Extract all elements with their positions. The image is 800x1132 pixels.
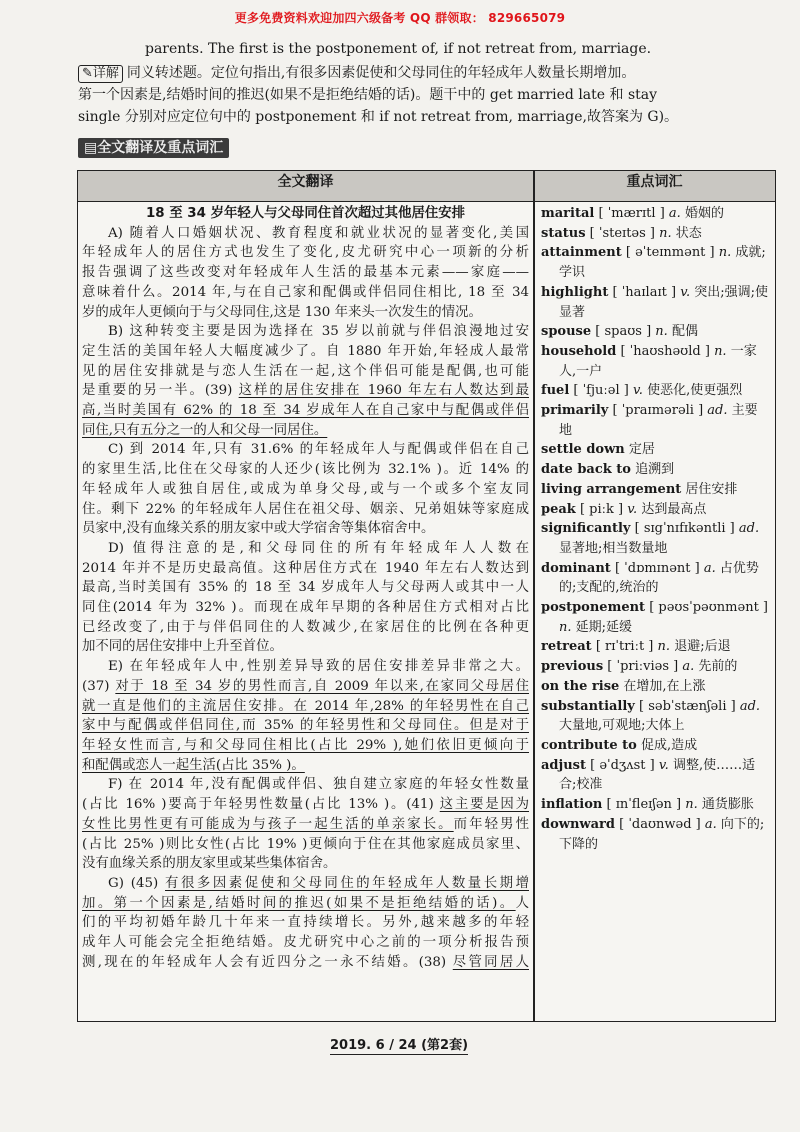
vocab-entry (541, 283, 769, 322)
text-line (82, 480, 529, 500)
text-line (82, 224, 529, 244)
header-vocabulary: 重点词汇 (626, 174, 683, 190)
vocab-phonetic: [ əˈteɪnmənt ] (625, 245, 715, 261)
vocab-meaning: 通货膨胀 (701, 797, 754, 813)
vocab-entry (541, 440, 769, 460)
text-segment: (37) (82, 678, 116, 694)
vocab-entry (541, 559, 769, 598)
translation-paragraph (82, 874, 529, 973)
underlined-text: 这主要是因为 (439, 797, 529, 813)
vocab-meaning: 居住安排 (685, 481, 738, 497)
vocab-part-of-speech: n. (685, 797, 698, 813)
vocab-word: significantly (541, 521, 631, 537)
vocab-word: on the rise (541, 678, 620, 694)
text-segment: 最高,当时美国有 35% 的 18 至 34 岁成年人与父母两人或其中一人 (82, 580, 529, 596)
vocab-phonetic: [ ˈmærɪtl ] (598, 206, 665, 221)
vocab-part-of-speech: v. (680, 284, 691, 300)
vocab-meaning: 配偶 (671, 324, 698, 340)
text-segment: 同住(2014 年为 32% )。而现在成年早期的各种居住方式相对占比 (82, 600, 529, 616)
vocab-meaning: 状态 (675, 225, 702, 241)
text-segment: E) 在年轻成年人中,性别差异导致的居住安排差异非常之大。 (108, 659, 529, 675)
vocab-part-of-speech: n. (718, 245, 732, 261)
vocab-part-of-speech: v. (627, 501, 638, 517)
vocab-meaning: 在增加,在上涨 (623, 678, 706, 694)
underlined-text: 对于 18 至 34 岁的男性而言,自 2009 年以来,在家同父母居住 (115, 678, 529, 694)
underlined-text: 有很多因素促使和父母同住的年轻成年人数量长期增 (165, 875, 529, 891)
vocab-meaning: 婚姻的 (684, 206, 724, 221)
text-line (82, 598, 529, 618)
translation-paragraph (82, 539, 529, 657)
text-segment: 人 (515, 895, 529, 911)
text-segment: 2014 年并不是历史最高值。这种居住方式在 1940 年左右人数达到 (82, 560, 529, 576)
translation-paragraph (82, 322, 529, 440)
vocab-meaning: 使恶化,使更强烈 (647, 383, 743, 399)
vocab-word: fuel (541, 383, 570, 399)
vocab-phonetic: [ ɪnˈfleɪʃən ] (606, 797, 682, 813)
text-line (82, 578, 529, 598)
text-line (82, 913, 529, 933)
text-line (82, 421, 529, 441)
text-line (82, 697, 529, 717)
vocab-word: retreat (541, 639, 592, 655)
vocab-meaning: 成就;学识 (559, 245, 766, 281)
column-divider (533, 171, 535, 1021)
text-segment: 定生活的美国年轻人大幅度减少了。自 1880 年开始,年轻成人最常 (82, 343, 529, 359)
text-segment: 见的居住安排就是与恋人生活在一起,这个伴侣可能是配偶,也可能 (82, 363, 529, 379)
text-line (82, 263, 529, 283)
answer-explanation-tail (145, 38, 770, 60)
vocab-word: previous (541, 659, 604, 675)
vocab-meaning: 大量地,可观地;大体上 (559, 718, 685, 734)
vocab-entry (541, 460, 769, 480)
text-segment: (占比 25% )则比女性(占比 19% )更倾向于住在其他家庭成员家里、 (82, 836, 529, 852)
vocab-phonetic: [ spaʊs ] (595, 324, 652, 340)
vocab-word: date back to (541, 462, 631, 478)
vocab-meaning: 向下的;下降的 (559, 816, 765, 852)
text-line (82, 519, 529, 539)
text-segment: D) 值得注意的是,和父母同住的所有年轻成年人人数在 (108, 540, 529, 556)
vocab-part-of-speech: a. (682, 659, 695, 675)
vocab-entry (541, 697, 769, 736)
vocab-entry (541, 795, 769, 815)
text-segment: 意味着什么。2014 年,与在自己家和配偶或伴侣同住相比, 18 至 34 (82, 284, 529, 300)
vocab-phonetic: [ əˈdʒʌst ] (590, 757, 655, 773)
vocab-word: household (541, 343, 617, 359)
text-segment: 已经改变了,由于与伴侣同住的人数减少,在家居住的比例在各种更 (82, 619, 529, 635)
translation-column (82, 204, 529, 972)
vocab-meaning: 一家人,一户 (559, 343, 757, 379)
text-segment: (占比 16% )要高于年轻男性数量(占比 13% )。(41) (82, 797, 440, 813)
vocab-word: attainment (541, 245, 622, 261)
text-segment: 而年轻男性 (453, 816, 529, 832)
table-header (78, 171, 775, 202)
text-line (82, 756, 529, 776)
vocab-meaning: 显著地;相当数量地 (559, 540, 668, 556)
underlined-text: 尽管同居人 (452, 954, 529, 970)
text-line (82, 539, 529, 559)
translation-title: 18 至 34 岁年轻人与父母同住首次超过其他居住安排 (145, 206, 466, 221)
explanation-line: 第一个因素是,结婚时间的推迟(如果不是拒绝结婚的话)。题干中的 get married late 和 stay (78, 87, 658, 103)
vocab-entry (541, 480, 769, 500)
vocab-meaning: 主要地 (559, 403, 758, 438)
text-segment: 成年人可能会完全拒绝结婚。皮尤研究中心之前的一项分析报告预 (82, 935, 529, 951)
vocab-entry (541, 736, 769, 756)
text-line (82, 854, 529, 874)
text-line (82, 362, 529, 382)
vocab-word: status (541, 225, 586, 241)
explanation-line: single 分别对应定位句中的 postponement 和 if not retreat from, marriage,故答案为 G)。 (78, 109, 679, 125)
text-line (82, 618, 529, 638)
promo-banner: 更多免费资料欢迎加四六级备考 QQ 群领取： 829665079 (234, 11, 566, 25)
underlined-text: 加。第一个因素是,结婚时间的推迟(如果不是拒绝结婚的话)。 (82, 895, 516, 911)
vocab-word: adjust (541, 757, 586, 773)
text-line (82, 677, 529, 697)
vocab-part-of-speech: ad. (739, 698, 761, 714)
vocab-meaning: 退避;后退 (674, 639, 731, 655)
text-line (82, 401, 529, 421)
vocab-entry (541, 342, 769, 381)
vocab-word: settle down (541, 442, 625, 458)
text-line (82, 835, 529, 855)
vocab-word: spouse (541, 324, 592, 340)
vocab-phonetic: [ ˈhaʊshəʊld ] (620, 343, 710, 359)
underlined-text: 这样的居住安排在 1960 年左右人数达到最 (238, 383, 529, 399)
vocab-part-of-speech: ad. (738, 521, 760, 537)
vocab-entry (541, 756, 769, 795)
translation-paragraph (82, 440, 529, 539)
vocab-part-of-speech: a. (703, 560, 716, 576)
text-segment: 报告强调了这些改变对年轻成年人生活的最基本元素——家庭—— (82, 265, 529, 281)
text-line (82, 460, 529, 480)
text-segment: 岁的成年人更倾向于与父母同住,这是 130 年来头一次发生的情况。 (82, 304, 482, 320)
text-line (82, 657, 529, 677)
text-segment: C) 到 2014 年,只有 31.6% 的年轻成年人与配偶或伴侣在自己 (108, 442, 529, 458)
text-line (82, 933, 529, 953)
page-footer: 2019. 6 / 24 (第2套) (330, 1034, 468, 1055)
vocab-phonetic: [ ˈfjuːəl ] (573, 383, 629, 399)
vocab-part-of-speech: v. (632, 383, 643, 399)
vocab-meaning: 达到最高点 (641, 501, 707, 517)
passage-last-line: parents. The first is the postponement of, if not retreat from, marriage. (145, 41, 652, 57)
text-line (82, 736, 529, 756)
vocab-part-of-speech: a. (668, 206, 681, 221)
vocab-phonetic: [ sɪgˈnɪfɪkəntli ] (634, 521, 735, 537)
underlined-text: 和配偶或恋人一起生活(占比 35% )。 (82, 757, 305, 773)
text-line (82, 716, 529, 736)
vocab-word: dominant (541, 560, 611, 576)
text-line (82, 381, 529, 401)
vocab-entry (541, 224, 769, 244)
vocab-phonetic: [ ˈdaʊnwəd ] (619, 816, 701, 832)
vocab-word: marital (541, 206, 595, 221)
vocab-phonetic: [ pəʊsˈpəʊnmənt ] (649, 600, 768, 616)
translation-paragraph (82, 224, 529, 323)
vocab-entry (541, 657, 769, 677)
vocab-entry (541, 598, 769, 637)
text-line (82, 243, 529, 263)
header-translation: 全文翻译 (277, 174, 334, 190)
vocab-phonetic: [ ˈhaɪlaɪt ] (612, 284, 677, 300)
text-line (82, 303, 529, 323)
text-line (82, 637, 529, 657)
translation-paragraph (82, 775, 529, 874)
vocab-part-of-speech: n. (559, 619, 572, 635)
vocab-entry (541, 637, 769, 657)
vocab-word: contribute to (541, 737, 637, 753)
vocab-meaning: 延期;延缓 (575, 619, 633, 635)
underlined-text: 高,当时美国有 62% 的 18 至 34 岁成年人在自己家中与配偶或伴侣 (82, 403, 529, 419)
underlined-text: 年轻女性而言,与和父母同住相比(占比 29% ),她们依旧更倾向于 (82, 737, 529, 753)
vocab-part-of-speech: ad. (707, 403, 728, 419)
text-line (82, 815, 529, 835)
text-segment: 是重要的另一半。(39) (82, 383, 239, 399)
text-segment: G) (45) (108, 875, 166, 891)
text-line (82, 500, 529, 520)
vocab-meaning: 占优势的;支配的,统治的 (559, 560, 759, 596)
translation-paragraph (82, 657, 529, 775)
vocabulary-column (541, 204, 769, 854)
text-line (82, 775, 529, 795)
vocab-word: highlight (541, 284, 609, 300)
text-segment: 们的平均初婚年龄几十年来一直持续增长。另外,越来越多的年轻 (82, 915, 529, 931)
vocab-word: inflation (541, 797, 603, 813)
text-line (82, 559, 529, 579)
vocab-phonetic: [ səbˈstænʃəli ] (639, 698, 736, 714)
underlined-text: 同住,只有五分之一的人和父母一同居住。 (82, 422, 328, 438)
vocab-phonetic: [ rɪˈtriːt ] (595, 639, 654, 655)
vocab-meaning: 先前的 (698, 659, 738, 675)
text-line (82, 283, 529, 303)
text-line (82, 953, 529, 973)
text-line (82, 874, 529, 894)
text-line (82, 795, 529, 815)
vocab-meaning: 促成,造成 (641, 737, 698, 753)
text-segment: 的家里生活,比住在父母家的人还少(该比例为 32.1% )。近 14% 的 (82, 462, 529, 478)
vocab-meaning: 定居 (628, 442, 655, 458)
vocab-word: living arrangement (541, 481, 682, 497)
text-segment: A) 随着人口婚姻状况、教育程度和就业状况的显著变化,美国 (108, 225, 529, 241)
vocab-entry (541, 401, 769, 440)
explanation-badge: ✎详解 (78, 65, 123, 83)
text-line (82, 342, 529, 362)
vocab-word: peak (541, 501, 576, 517)
explanation-line: 同义转述题。定位句指出,有很多因素促使和父母同住的年轻成年人数量长期增加。 (126, 65, 636, 81)
vocab-phonetic: [ ˈpraɪmərəli ] (612, 403, 704, 419)
section-label: ▤全文翻译及重点词汇 (78, 138, 229, 158)
vocab-word: primarily (541, 403, 609, 419)
text-line (82, 894, 529, 914)
text-segment: 加不同的居住安排中上升至首位。 (82, 639, 283, 655)
vocab-phonetic: [ piːk ] (579, 501, 624, 517)
text-segment: 住。剩下 22% 的年轻成年人居住在祖父母、姻亲、兄弟姐妹等家庭成 (82, 501, 529, 517)
vocab-entry (541, 519, 769, 558)
vocab-word: postponement (541, 600, 646, 616)
vocab-meaning: 调整,使……适合;校准 (559, 757, 756, 793)
vocab-phonetic: [ ˈdɒmɪnənt ] (614, 560, 700, 576)
vocab-part-of-speech: n. (657, 639, 671, 655)
text-segment: 没有血缘关系的朋友家里或某些集体宿舍。 (82, 856, 337, 872)
vocab-entry (541, 243, 769, 282)
vocab-phonetic: [ ˈsteɪtəs ] (589, 225, 655, 241)
text-segment: 测,现在的年轻成年人会有近四分之一永不结婚。(38) (82, 954, 453, 970)
underlined-text: 女性比男性更有可能成为与孩子一起生活的单亲家长。 (82, 816, 454, 832)
explanation (78, 62, 768, 128)
vocab-meaning: 追溯到 (635, 462, 675, 478)
vocab-word: substantially (541, 698, 635, 714)
text-line (82, 322, 529, 342)
text-segment: 年轻成年人或独自居住,或成为单身父母,或与一个或多个室友同 (82, 481, 529, 497)
vocab-entry (541, 204, 769, 224)
vocab-phonetic: [ ˈpriːviəs ] (607, 659, 679, 675)
vocab-word: downward (541, 816, 615, 832)
vocab-part-of-speech: v. (658, 757, 669, 773)
vocab-entry (541, 500, 769, 520)
vocab-entry (541, 677, 769, 697)
text-segment: B) 这种转变主要是因为选择在 35 岁以前就与伴侣浪漫地过安 (108, 324, 529, 340)
vocab-part-of-speech: n. (655, 324, 668, 340)
text-segment: F) 在 2014 年,没有配偶或伴侣、独自建立家庭的年轻女性数量 (108, 777, 529, 793)
text-segment: 年轻成年人的居住方式也发生了变化,皮尤研究中心一项新的分析 (82, 245, 529, 261)
translation-vocab-table (77, 170, 776, 1022)
text-line (82, 440, 529, 460)
vocab-entry (541, 322, 769, 342)
vocab-meaning: 突出;强调;使显著 (559, 284, 769, 320)
underlined-text: 家中与配偶或伴侣同住,而 35% 的年轻男性和父母同住。但是对于 (82, 718, 529, 734)
text-segment: 员家中,没有血缘关系的朋友家中或大学宿舍等集体宿舍中。 (82, 521, 435, 537)
vocab-part-of-speech: a. (704, 816, 717, 832)
underlined-text: 就一直是他们的主流居住安排。在 2014 年,28% 的年轻男性在自己 (82, 698, 529, 714)
vocab-entry (541, 381, 769, 401)
vocab-part-of-speech: n. (659, 225, 672, 241)
vocab-part-of-speech: n. (714, 343, 727, 359)
vocab-entry (541, 815, 769, 854)
